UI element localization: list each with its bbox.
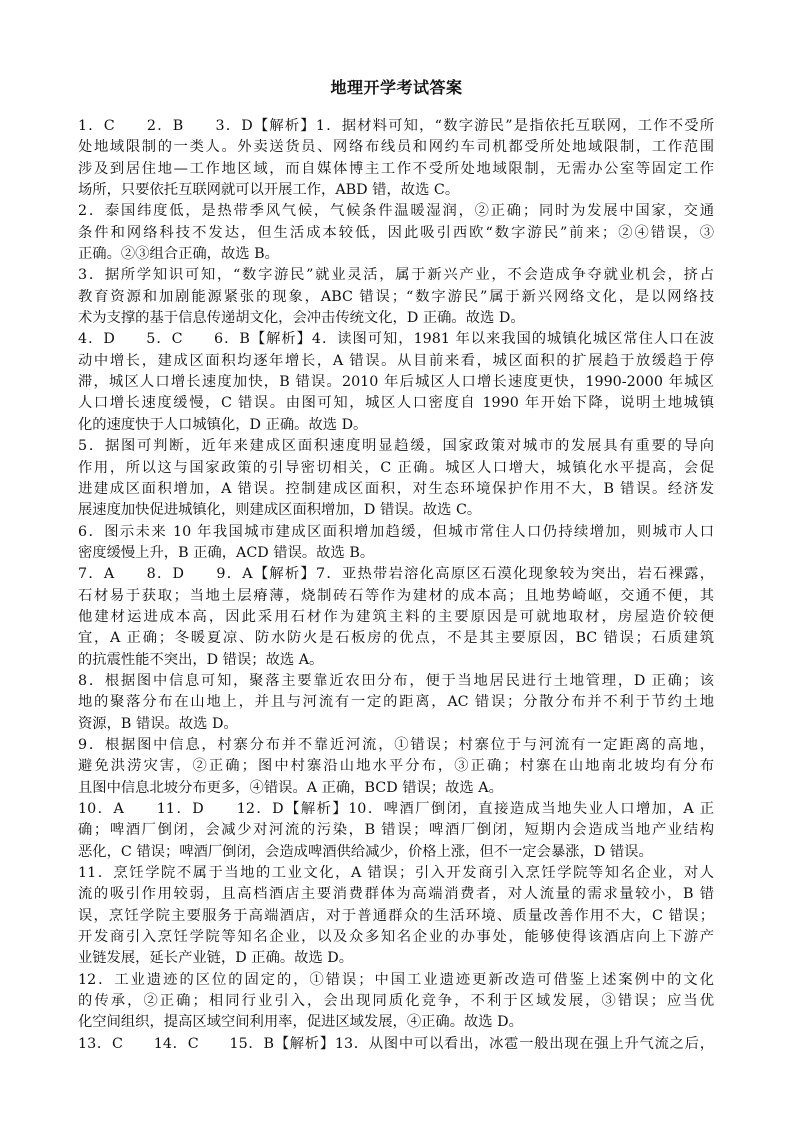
text-line: 且图中信息北坡分布更多，④错误。A 正确，BCD 错误；故选 A。: [78, 779, 503, 796]
text-line: 11．烹饪学院不属于当地的工业文化，A 错误；引入开发商引入烹饪学院等知名企业，对人: [78, 865, 714, 882]
text-line: 石材易于获取；当地土层瘠薄，烧制砖石等作为建材的成本高；且地势崎岖，交通不便，其: [78, 587, 714, 604]
text-line: 涉及到居住地—工作地区域，而自媒体博主工作不受所处地域限制，无需办公室等固定工作: [78, 160, 714, 177]
text-line: 4．D 5．C 6．B【解析】4．读图可知，1981 年以来我国的城镇化城区常住人口在波: [78, 331, 714, 348]
text-line: 地的聚落分布在山地上，并且与河流有一定的距离，AC 错误；分散分布并不利于节约土地: [78, 694, 714, 711]
text-line: 1．C 2．B 3．D【解析】1．据材料可知，“数字游民”是指依托互联网，工作不受所: [78, 118, 714, 134]
text-line: 展速度加快促进城镇化，则建成区面积增加，D 错误。故选 C。: [78, 502, 482, 519]
text-line: 滞，城区人口增长速度加快，B 错误。2010 年后城区人口增长速度更快，1990-2000 年城区: [78, 374, 714, 391]
text-line: 9．根据图中信息，村寨分布并不靠近河流，①错误；村寨位于与河流有一定距离的高地，: [78, 736, 714, 753]
text-line: 流的吸引作用较弱，且高档酒店主要消费群体为高端消费者，对人流量的需求量较小，B 错: [78, 886, 714, 903]
text-line: 12．工业遗迹的区位的固定的，①错误；中国工业遗迹更新改造可借鉴上述案例中的文化: [78, 971, 714, 988]
answer-text: [78, 116, 714, 1055]
text-line: 7．A 8．D 9．A【解析】7．亚热带岩溶化高原区石漠化现象较为突出，岩石裸露，: [78, 566, 714, 583]
text-line: 13．C 14．C 15．B【解析】13．从图中可以看出，冰雹一般出现在强上升气流之后，: [78, 1035, 714, 1052]
text-line: 8．根据图中信息可知，聚落主要靠近农田分布，便于当地居民进行土地管理，D 正确；该: [78, 672, 714, 689]
text-line: 恶化，C 错误；啤酒厂倒闭，会造成啤酒供给减少，价格上涨，但不一定会暴涨，D 错误。: [78, 843, 653, 860]
text-line: 教育资源和加剧能源紧张的现象，ABC 错误；“数字游民”属于新兴网络文化，是以网络技: [78, 288, 714, 305]
text-line: 宜，A 正确；冬暖夏凉、防水防火是石板房的优点，不是其主要原因，BC 错误；石质建筑: [78, 630, 714, 647]
text-line: 开发商引入烹饪学院等知名企业，以及众多知名企业的办事处，能够使得该酒店向上下游产: [78, 929, 714, 946]
text-line: 10．A 11．D 12．D【解析】10．啤酒厂倒闭，直接造成当地失业人口增加，A 正: [78, 801, 714, 817]
text-line: 业链发展，延长产业链，D 正确。故选 D。: [78, 950, 354, 967]
text-line: 他建材运进成本高，因此采用石材作为建筑主料的主要原因是可就地取材，房屋造价较便: [78, 608, 714, 625]
text-line: 的抗震性能不突出，D 错误；故选 A。: [78, 651, 324, 668]
text-line: 资源，B 错误。故选 D。: [78, 715, 238, 732]
text-line: 场所，只要依托互联网就可以开展工作，ABD 错，故选 C。: [78, 182, 460, 199]
page-title: 地理开学考试答案: [330, 78, 463, 97]
text-line: 密度缓慢上升，B 正确，ACD 错误。故选 B。: [78, 544, 375, 561]
text-line: 条件和网络科技不发达，但生活成本较低，因此吸引西欧“数字游民”前来；②④错误，③: [78, 224, 714, 241]
text-line: 确；啤酒厂倒闭，会减少对河流的污染，B 错误；啤酒厂倒闭，短期内会造成当地产业结构: [78, 822, 714, 839]
text-line: 2．泰国纬度低，是热带季风气候，气候条件温暖湿润，②正确；同时为发展中国家，交通: [78, 203, 714, 220]
text-line: 6．图示未来 10 年我国城市建成区面积增加趋缓，但城市常住人口仍持续增加，则城市人口: [78, 523, 714, 540]
text-line: 处地域限制的一类人。外卖送货员、网络布线员和网约车司机都受所处地域限制，工作范围: [78, 139, 714, 156]
text-line: 化的速度快于人口城镇化，D 正确。故选 D。: [78, 416, 368, 433]
text-line: 正确。②③组合正确，故选 B。: [78, 246, 279, 263]
text-line: 动中增长，建成区面积均逐年增长，A 错误。从目前来看，城区面积的扩展趋于放缓趋于停: [78, 352, 714, 369]
text-line: 进建成区面积增加，A 错误。控制建成区面积，对生态环境保护作用不大，B 错误。经济发: [78, 480, 714, 497]
text-line: 化空间组织，提高区域空间利用率，促进区域发展，④正确。故选 D。: [78, 1014, 523, 1031]
text-line: 的传承，②正确；相同行业引入，会出现同质化竞争，不利于区域发展，③错误；应当优: [78, 993, 714, 1010]
text-line: 人口增长速度缓慢，C 错误。由图可知，城区人口密度自 1990 年开始下降，说明土地城镇: [78, 395, 714, 412]
text-line: 误，烹饪学院主要服务于高端酒店，对于普通群众的生活环境、质量改善作用不大，C 错误；: [78, 907, 714, 924]
text-line: 术为支撑的基于信息传递胡文化，会冲击传统文化，D 正确。故选 D。: [78, 310, 525, 327]
text-line: 作用，所以这与国家政策的引导密切相关，C 正确。城区人口增大，城镇化水平提高，会促: [78, 459, 714, 476]
text-line: 避免洪涝灾害，②正确；图中村寨沿山地水平分布，③正确；村寨在山地南北坡均有分布: [78, 758, 714, 775]
text-line: 3．据所学知识可知，“数字游民”就业灵活，属于新兴产业，不会造成争夺就业机会，挤占: [78, 267, 714, 284]
text-line: 5．据图可判断，近年来建成区面积速度明显趋缓，国家政策对城市的发展具有重要的导向: [78, 438, 714, 455]
